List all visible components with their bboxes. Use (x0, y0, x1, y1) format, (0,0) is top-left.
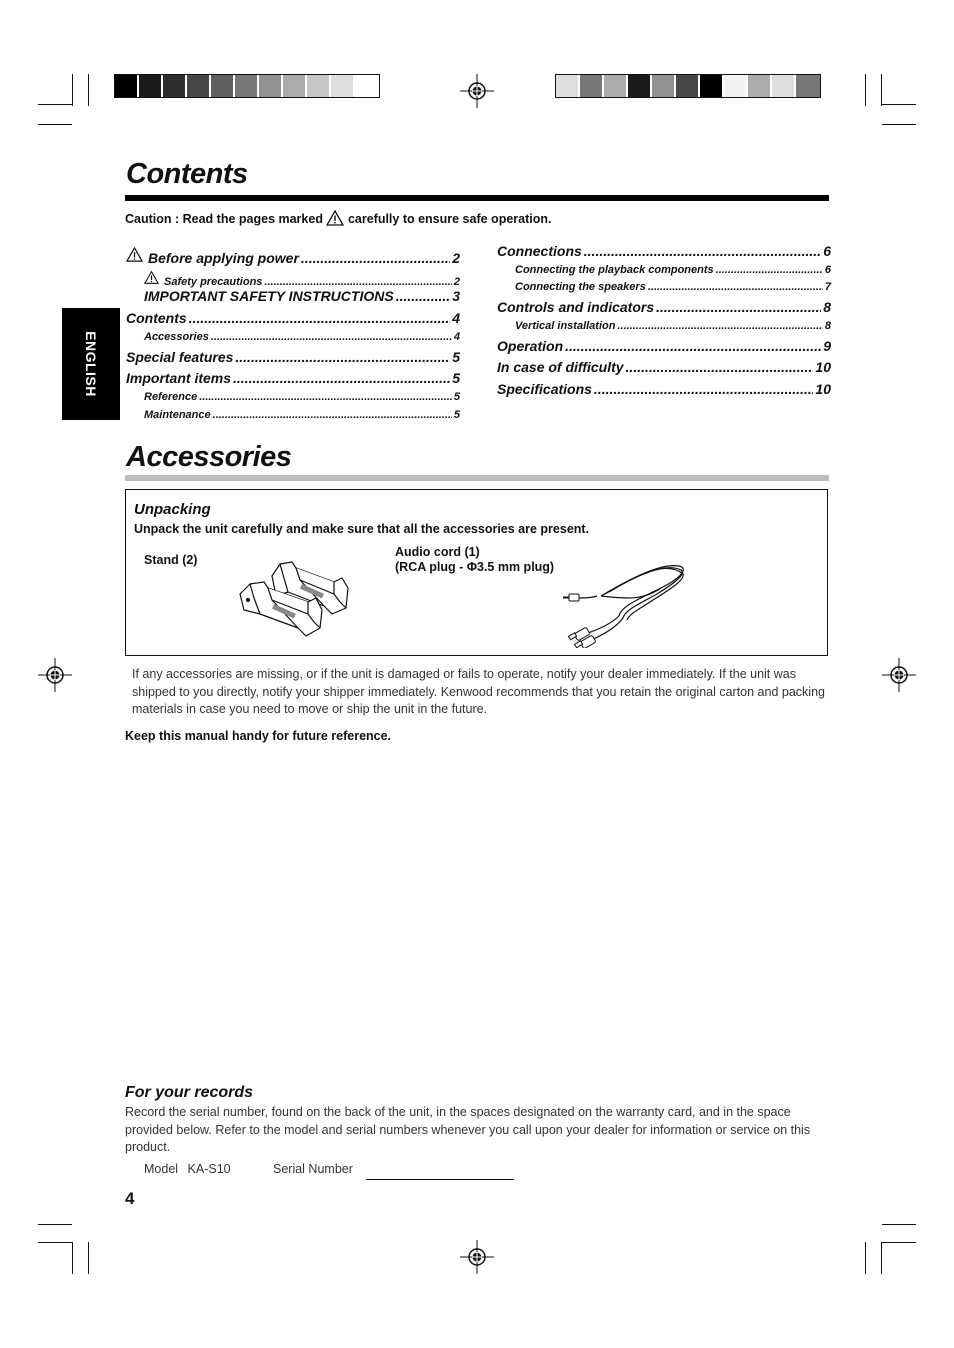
toc-entry (515, 264, 831, 276)
toc-entry-label: Controls and indicators (497, 299, 655, 315)
toc-entry-label: IMPORTANT SAFETY INSTRUCTIONS (144, 288, 394, 304)
toc-entry-label: Accessories (144, 331, 209, 343)
toc-entry (126, 310, 460, 326)
toc-entry-label: Contents (126, 310, 187, 326)
color-swatch (556, 75, 580, 97)
audio-cord-illustration (561, 558, 691, 648)
serial-number-blank (366, 1179, 514, 1180)
toc-entry-label: Special features (126, 349, 234, 365)
toc-entry-label: Vertical installation (515, 320, 616, 332)
toc-leader-dots (189, 310, 451, 326)
toc-leader-dots (199, 391, 452, 403)
caution-text-before: Caution : Read the pages marked (125, 212, 323, 226)
toc-entry (515, 320, 831, 332)
toc-leader-dots (584, 243, 821, 259)
toc-entry-page: 6 (824, 264, 831, 276)
color-bar-left (114, 74, 380, 98)
toc-entry-page: 8 (824, 320, 831, 332)
toc-leader-dots (301, 250, 450, 266)
unpacking-heading: Unpacking (134, 501, 211, 518)
toc-entry-page: 10 (815, 381, 831, 397)
registration-mark-icon (460, 1240, 494, 1274)
toc-entry (126, 370, 460, 386)
toc-entry (497, 299, 831, 315)
toc-entry (144, 288, 460, 304)
toc-leader-dots (213, 409, 452, 421)
toc-entry-page: 8 (823, 299, 831, 315)
registration-mark-icon (882, 658, 916, 692)
toc-entry-label: Connecting the speakers (515, 281, 646, 293)
toc-entry (497, 359, 831, 375)
unpacking-box (125, 489, 828, 656)
toc-entry (144, 270, 460, 288)
toc-entry (497, 338, 831, 354)
color-swatch (676, 75, 700, 97)
color-swatch (580, 75, 604, 97)
toc-entry-label: Connections (497, 243, 582, 259)
toc-entry-page: 2 (452, 250, 460, 266)
toc-leader-dots (565, 338, 821, 354)
cord-label-line1: Audio cord (1) (395, 545, 480, 559)
color-swatch (139, 75, 163, 97)
toc-entry-page: 5 (452, 370, 460, 386)
toc-entry-label: Before applying power (148, 250, 299, 266)
toc-leader-dots (617, 320, 822, 332)
toc-leader-dots (656, 299, 821, 315)
color-swatch (163, 75, 187, 97)
language-tab-label: ENGLISH (83, 331, 99, 397)
toc-entry (144, 409, 460, 421)
toc-entry (126, 349, 460, 365)
color-swatch (772, 75, 796, 97)
color-swatch (211, 75, 235, 97)
registration-mark-icon (460, 74, 494, 108)
toc-leader-dots (594, 381, 814, 397)
toc-leader-dots (264, 276, 451, 288)
records-heading: For your records (125, 1084, 254, 1101)
toc-entry (497, 243, 831, 259)
color-swatch (235, 75, 259, 97)
color-swatch (307, 75, 331, 97)
records-text: Record the serial number, found on the back of the unit, in the spaces designated on the warranty card, and in the space provided below. Refer to the model and serial numbers whenever you call upon your dealer for information or service on this product. (125, 1105, 811, 1154)
accessories-rule (125, 475, 829, 481)
toc-entry-label: In case of difficulty (497, 359, 624, 375)
toc-leader-dots (396, 288, 451, 304)
toc-leader-dots (233, 370, 450, 386)
toc-entry-label: Specifications (497, 381, 592, 397)
warning-triangle-icon (326, 210, 344, 226)
page-number: 4 (125, 1189, 135, 1208)
color-swatch (259, 75, 283, 97)
toc-entry-page: 3 (452, 288, 460, 304)
serial-number-label: Serial Number (273, 1162, 353, 1176)
toc-entry (515, 281, 831, 293)
toc-entry-page: 10 (815, 359, 831, 375)
toc-entry-page: 9 (823, 338, 831, 354)
toc-leader-dots (648, 281, 823, 293)
toc-entry-label: Reference (144, 391, 198, 403)
color-swatch (115, 75, 139, 97)
color-bar-right (555, 74, 821, 98)
toc-entry-page: 4 (452, 310, 460, 326)
cord-label (395, 545, 554, 575)
warning-triangle-icon (126, 246, 143, 263)
toc-entry-label: Safety precautions (164, 276, 263, 288)
model-value: KA-S10 (187, 1162, 231, 1176)
toc-entry-label: Maintenance (144, 409, 211, 421)
toc-entry-label: Connecting the playback components (515, 264, 714, 276)
toc-entry-label: Operation (497, 338, 564, 354)
keep-manual-note: Keep this manual handy for future reference. (125, 729, 392, 743)
color-swatch (187, 75, 211, 97)
color-swatch (283, 75, 307, 97)
toc-leader-dots (211, 331, 452, 343)
contents-title: Contents (126, 158, 248, 190)
unpacking-text: Unpack the unit carefully and make sure that all the accessories are present. (134, 522, 590, 536)
stand-label: Stand (2) (144, 553, 198, 567)
toc-entry-page: 7 (824, 281, 831, 293)
color-swatch (796, 75, 820, 97)
warning-triangle-icon (144, 270, 159, 285)
caution-text-after: carefully to ensure safe operation. (347, 212, 552, 226)
model-label: Model (144, 1162, 179, 1176)
toc-entry-page: 6 (823, 243, 831, 259)
toc-entry (144, 391, 460, 403)
toc-leader-dots (716, 264, 823, 276)
color-swatch (652, 75, 676, 97)
color-swatch (628, 75, 652, 97)
toc-entry-label: Important items (126, 370, 232, 386)
contents-rule (125, 195, 829, 201)
language-tab (62, 308, 120, 420)
model-line (144, 1162, 231, 1176)
color-swatch (724, 75, 748, 97)
toc-entry (126, 246, 460, 266)
color-swatch (331, 75, 355, 97)
accessories-title: Accessories (126, 441, 292, 473)
toc-entry-page: 5 (453, 409, 460, 421)
toc-entry-page: 4 (453, 331, 460, 343)
toc-leader-dots (235, 349, 450, 365)
toc-entry-page: 5 (452, 349, 460, 365)
color-swatch (748, 75, 772, 97)
caution-note (125, 210, 551, 226)
toc-entry (497, 381, 831, 397)
toc-entry-page: 2 (453, 276, 460, 288)
color-swatch (355, 75, 379, 97)
missing-accessories-notice: If any accessories are missing, or if the unit is damaged or fails to operate, notify your dealer immediately. If the unit was shipped to you directly, notify your shipper immediately. Kenwood recommends that you retain the original carton and packing materials in case you need to move or ship the unit in the future. (132, 667, 825, 716)
toc-leader-dots (626, 359, 814, 375)
color-swatch (604, 75, 628, 97)
cord-label-line2: (RCA plug - Φ3.5 mm plug) (395, 560, 555, 574)
toc-entry-page: 5 (453, 391, 460, 403)
stand-illustration (236, 558, 352, 646)
color-swatch (700, 75, 724, 97)
toc-entry (144, 331, 460, 343)
registration-mark-icon (38, 658, 72, 692)
